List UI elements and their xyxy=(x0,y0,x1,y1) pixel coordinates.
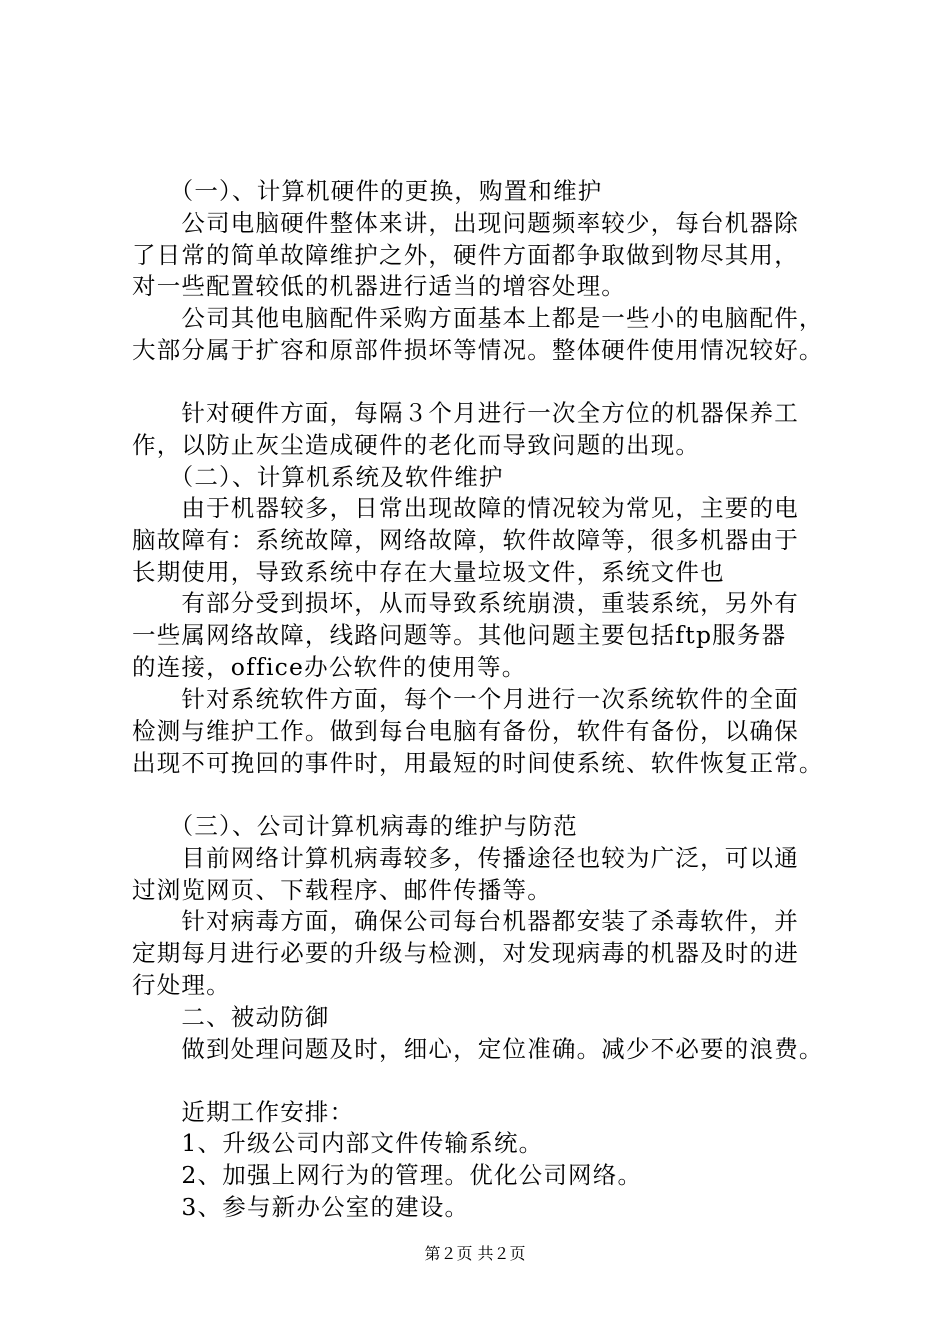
paragraph-line: 长期使用，导致系统中存在大量垃圾文件，系统文件也 xyxy=(132,558,725,586)
paragraph-line: 作，以防止灰尘造成硬件的老化而导致问题的出现。 xyxy=(132,431,701,459)
page-number-footer: 第２页 共２页 xyxy=(424,1244,526,1263)
section-heading-virus: （三）、公司计算机病毒的维护与防范 xyxy=(132,812,578,840)
paragraph-line: 针对硬件方面，每隔３个月进行一次全方位的机器保养工 xyxy=(132,399,799,427)
paragraph-line: 大部分属于扩容和原部件损坏等情况。整体硬件使用情况较好。 xyxy=(132,336,824,364)
paragraph-line: 针对系统软件方面，每个一个月进行一次系统软件的全面 xyxy=(132,685,799,713)
section-heading-software: （二）、计算机系统及软件维护 xyxy=(132,463,504,491)
section-heading-work-plan: 近期工作安排： xyxy=(132,1098,355,1126)
paragraph-line: 了日常的简单故障维护之外，硬件方面都争取做到物尽其用， xyxy=(132,241,799,269)
paragraph-line: 目前网络计算机病毒较多，传播途径也较为广泛，可以通 xyxy=(132,844,799,872)
paragraph-line: 有部分受到损坏，从而导致系统崩溃，重装系统，另外有 xyxy=(132,589,799,617)
paragraph-line: 出现不可挽回的事件时，用最短的时间使系统、软件恢复正常。 xyxy=(132,749,824,777)
paragraph-line: 脑故障有：系统故障，网络故障，软件故障等，很多机器由于 xyxy=(132,526,799,554)
paragraph-line: 一些属网络故障，线路问题等。其他问题主要包括ftp服务器 xyxy=(132,621,787,649)
paragraph-line: 对一些配置较低的机器进行适当的增容处理。 xyxy=(132,272,626,300)
section-heading-passive-defense: 二、被动防御 xyxy=(132,1003,330,1031)
paragraph-line: 检测与维护工作。做到每台电脑有备份，软件有备份，以确保 xyxy=(132,717,799,745)
paragraph-line: 针对病毒方面，确保公司每台机器都安装了杀毒软件，并 xyxy=(132,907,799,935)
paragraph-line: 的连接，office办公软件的使用等。 xyxy=(132,653,527,681)
paragraph-line: 公司其他电脑配件采购方面基本上都是一些小的电脑配件， xyxy=(132,304,824,332)
paragraph-line: 过浏览网页、下载程序、邮件传播等。 xyxy=(132,876,552,904)
section-heading-hardware: （一）、计算机硬件的更换，购置和维护 xyxy=(132,177,603,205)
paragraph-line: 由于机器较多，日常出现故障的情况较为常见，主要的电 xyxy=(132,494,799,522)
paragraph-line: 行处理。 xyxy=(132,971,231,999)
paragraph-line: 公司电脑硬件整体来讲，出现问题频率较少，每台机器除 xyxy=(132,209,799,237)
paragraph-line: 定期每月进行必要的升级与检测，对发现病毒的机器及时的进 xyxy=(132,939,799,967)
list-item: 3、参与新办公室的建设。 xyxy=(132,1193,470,1221)
list-item: 2、加强上网行为的管理。优化公司网络。 xyxy=(132,1161,643,1189)
paragraph-line: 做到处理问题及时，细心，定位准确。减少不必要的浪费。 xyxy=(132,1035,824,1063)
list-item: 1、升级公司内部文件传输系统。 xyxy=(132,1129,544,1157)
